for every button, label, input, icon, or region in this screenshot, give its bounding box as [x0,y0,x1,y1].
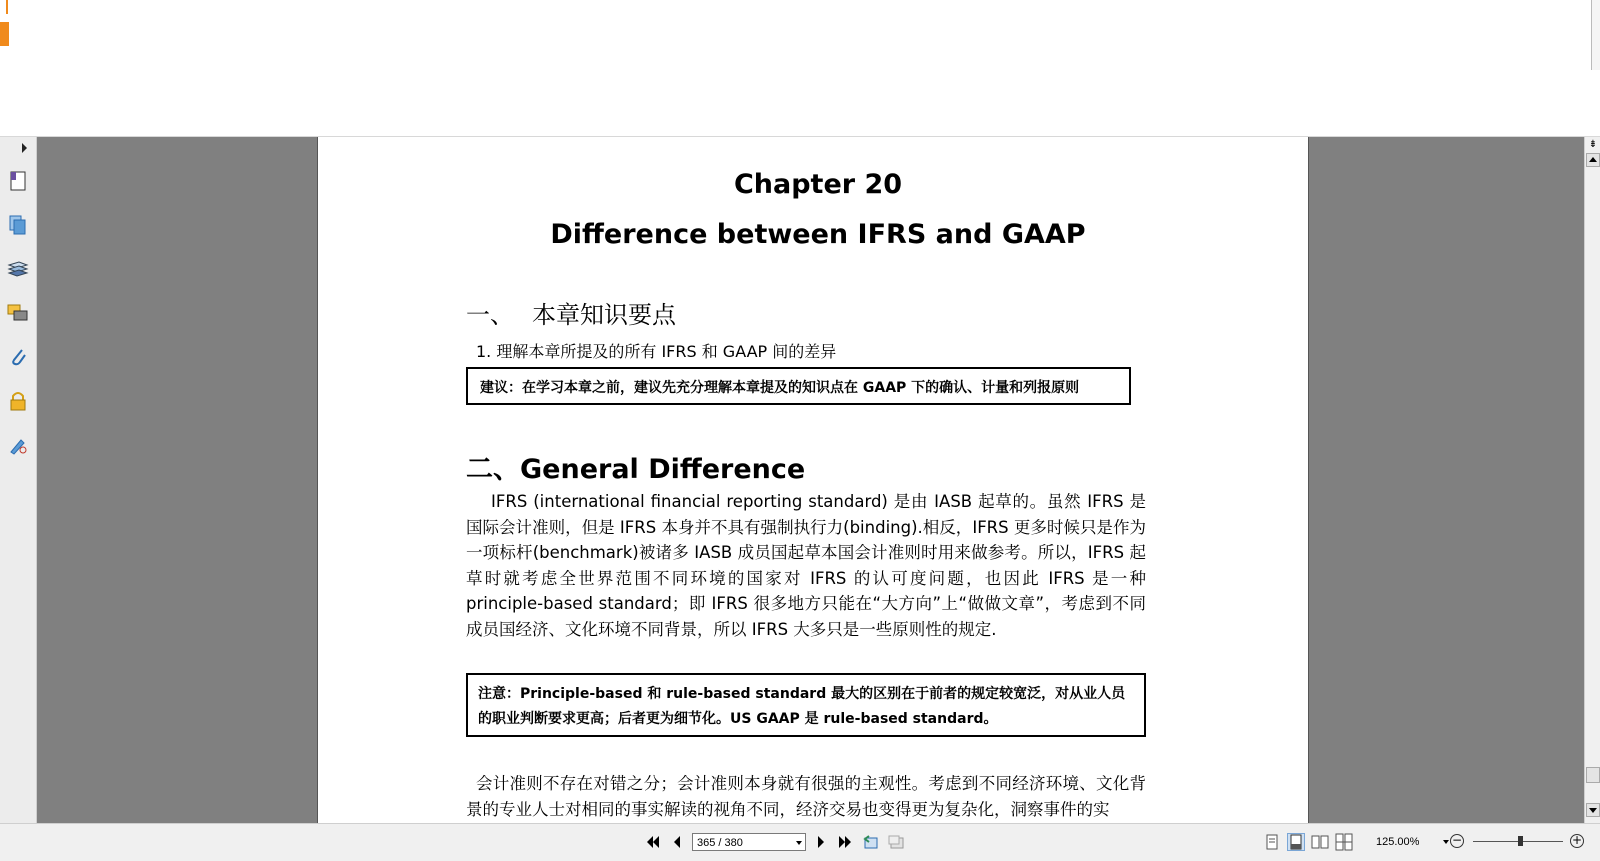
previous-page-icon[interactable] [668,833,686,851]
top-scrollbar[interactable] [1591,0,1600,70]
scroll-thumb[interactable] [1586,767,1600,783]
bottom-toolbar [0,823,1600,861]
attention-box: 注意：Principle-based 和 rule-based standard 最大的区别在于前者的规定较宽泛，对从业人员的职业判断要求更高；后者更为细节化。US GAAP 是 rule-based standard。 [466,673,1146,737]
vertical-scrollbar[interactable] [1584,137,1600,823]
attachment-icon[interactable] [6,345,30,369]
orange-marker-tick [6,0,8,14]
note-box: 建议：在学习本章之前，建议先充分理解本章提及的知识点在 GAAP 下的确认、计量和列报原则 [466,367,1131,405]
scroll-up-button[interactable] [1586,153,1600,167]
split-view-icon[interactable]: ⇟ [1588,139,1598,150]
zoom-slider-thumb[interactable] [1518,836,1523,846]
next-page-icon[interactable] [812,833,830,851]
top-blank-area [0,0,1600,137]
single-page-view-icon[interactable] [1263,833,1281,851]
scroll-down-button[interactable] [1586,803,1600,817]
page-indicator: 365 / 380 [697,837,743,849]
orange-marker [0,22,9,46]
chapter-heading: Chapter 20 [733,169,903,200]
zoom-in-icon[interactable]: + [1571,833,1583,847]
layers-icon[interactable] [6,257,30,281]
previous-view-icon[interactable] [863,833,881,851]
next-view-icon[interactable] [887,833,905,851]
signature-icon[interactable] [6,433,30,457]
last-page-icon[interactable] [836,833,854,851]
document-page [317,137,1309,823]
document-viewer [37,137,1584,823]
section-heading-2: 二、General Difference [466,454,806,485]
page-number-input[interactable] [692,833,806,851]
first-page-icon[interactable] [644,833,662,851]
navigation-panel [0,137,37,823]
security-lock-icon[interactable] [6,389,30,413]
continuous-view-icon[interactable] [1287,833,1305,851]
zoom-level[interactable]: 125.00% [1376,836,1420,848]
two-page-view-icon[interactable] [1311,833,1329,851]
section-heading-1 [466,295,676,330]
zoom-dropdown-icon[interactable] [1443,840,1449,844]
pages-icon[interactable] [6,213,30,237]
paragraph: IFRS (international financial reporting standard) 是由 IASB 起草的。虽然 IFRS 是国际会计准则，但是 IFRS 本身并不具有强制执行力(binding).相反，IFRS 更多时候只是作为一项标杆(benchmark)被诸多 IASB 成员国起草本国会计准则时用来做参考。所以，IFRS 起草时就考虑全世界范围不同环境的国家对 IFRS 的认可度问题，也因此 IFRS 是一种 principle-based standard；即 IFRS 很多地方只能在“大方向”上“做做文章”，考虑到不同成员国经济、文化环境不同背景，所以 IFRS 大多只是一些原则性的规定. [466,492,1146,639]
zoom-out-icon[interactable]: − [1451,833,1463,847]
list-item: 1. 理解本章所提及的所有 IFRS 和 GAAP 间的差异 [476,342,837,361]
two-page-continuous-icon[interactable] [1335,833,1353,851]
paragraph: 会计准则不存在对错之分；会计准则本身就有很强的主观性。考虑到不同经济环境、文化背景的专业人士对相同的事实解读的视角不同，经济交易也变得更为复杂化，洞察事件的实 [466,774,1146,819]
comments-icon[interactable] [6,301,30,325]
page-thumbnail-icon[interactable] [6,169,30,193]
section-title: 本章知识要点 [532,301,676,329]
expand-arrow-icon[interactable] [22,143,27,153]
section-number: 一、 [466,301,514,329]
chapter-title: Difference between IFRS and GAAP [550,219,1086,250]
chevron-down-icon[interactable] [796,841,802,845]
